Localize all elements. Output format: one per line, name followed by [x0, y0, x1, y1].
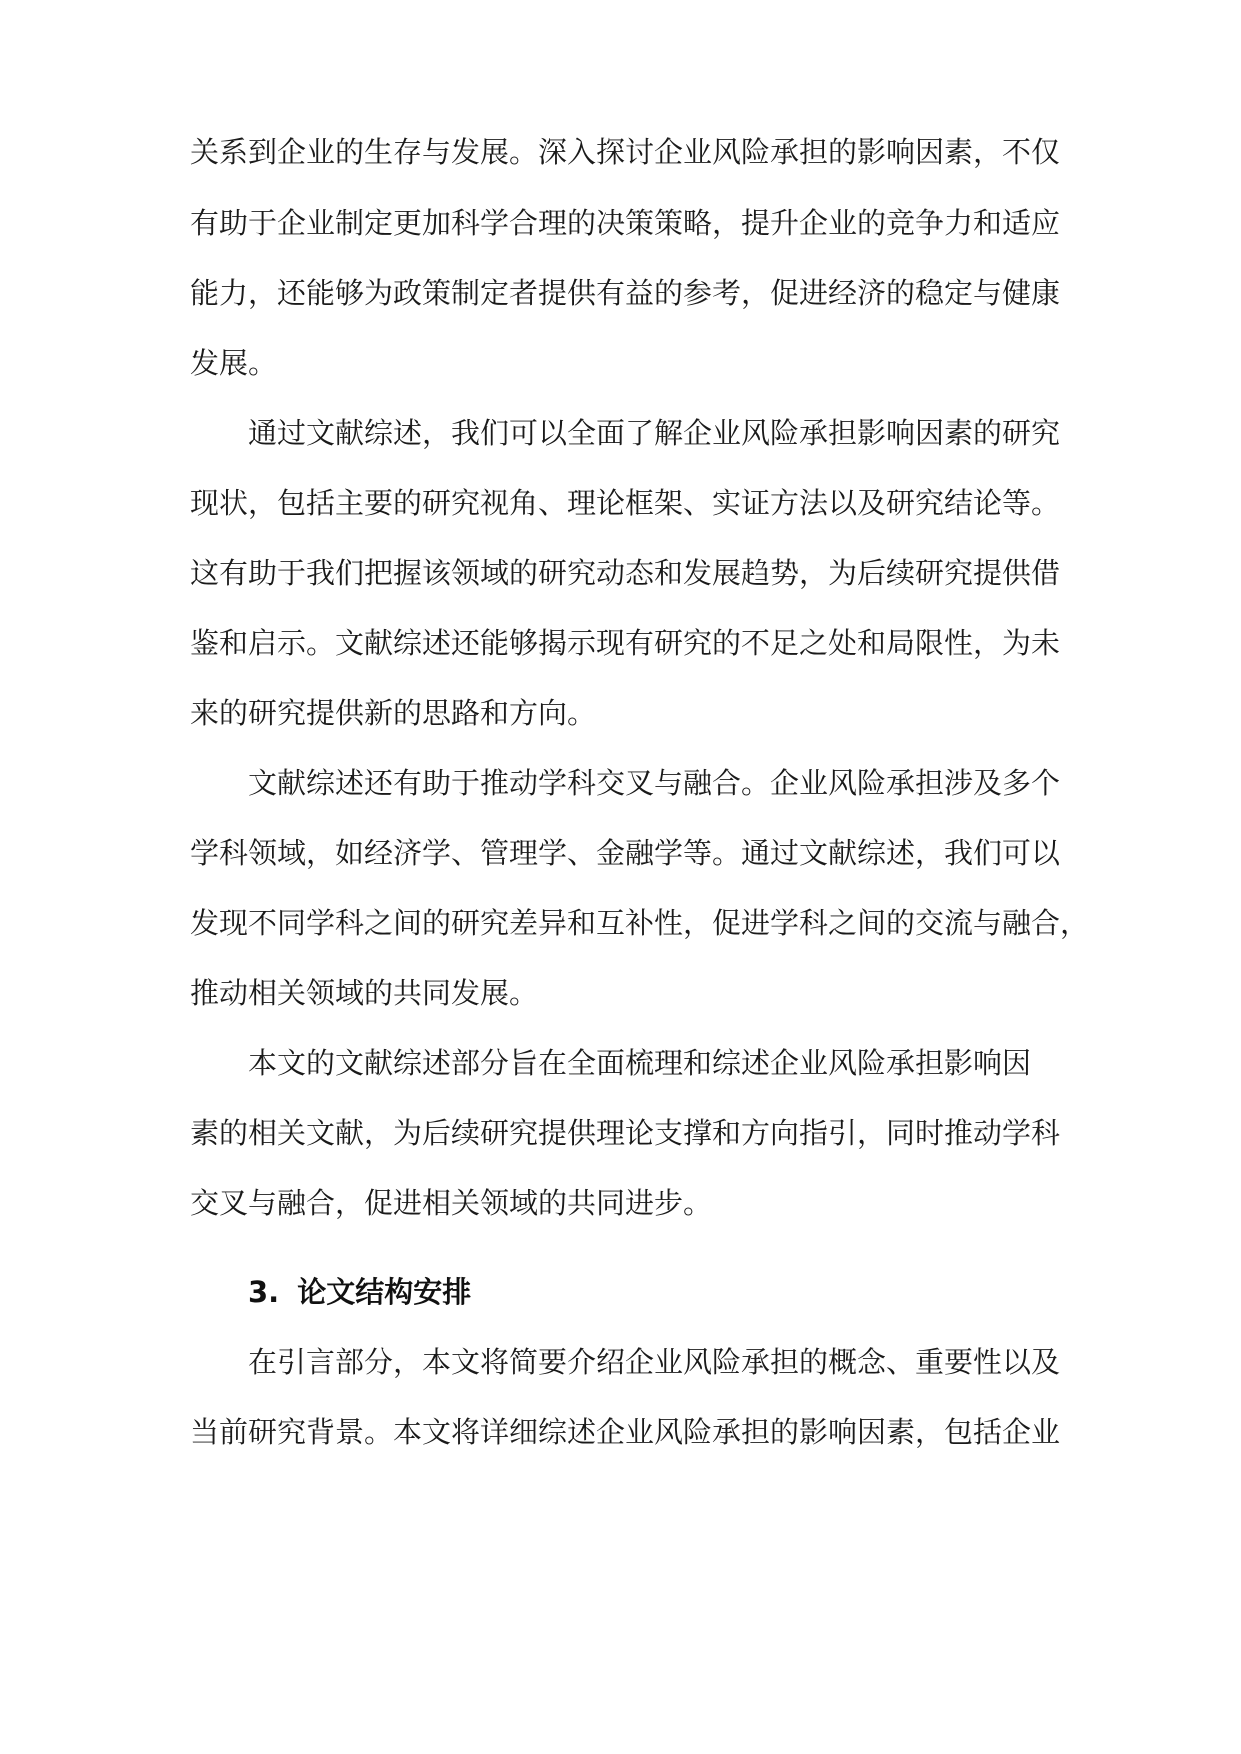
paragraph-line: 这有助于我们把握该领域的研究动态和发展趋势，为后续研究提供借: [190, 556, 1061, 590]
section-title: 论文结构安排: [297, 1275, 472, 1309]
paragraph-line: 能力，还能够为政策制定者提供有益的参考，促进经济的稳定与健康: [190, 276, 1061, 310]
paragraph-line: 本文的文献综述部分旨在全面梳理和综述企业风险承担影响因: [248, 1046, 1032, 1080]
paragraph-line: 推动相关领域的共同发展。: [190, 976, 539, 1010]
paragraph-line: 发展。: [190, 346, 278, 380]
paragraph-line: 当前研究背景。本文将详细综述企业风险承担的影响因素，包括企业: [190, 1415, 1061, 1449]
paragraph-line: 现状，包括主要的研究视角、理论框架、实证方法以及研究结论等。: [190, 486, 1061, 520]
section-number: 3.: [248, 1275, 280, 1309]
paragraph-line: 文献综述还有助于推动学科交叉与融合。企业风险承担涉及多个: [248, 766, 1061, 800]
paragraph-line: 发现不同学科之间的研究差异和互补性，促进学科之间的交流与融合，: [190, 906, 1090, 940]
paragraph-line: 交叉与融合，促进相关领域的共同进步。: [190, 1186, 713, 1220]
paragraph-line: 学科领域，如经济学、管理学、金融学等。通过文献综述，我们可以: [190, 836, 1061, 870]
paragraph-line: 鉴和启示。文献综述还能够揭示现有研究的不足之处和局限性，为未: [190, 626, 1061, 660]
paragraph-line: 关系到企业的生存与发展。深入探讨企业风险承担的影响因素，不仅: [190, 135, 1061, 169]
paragraph-line: 通过文献综述，我们可以全面了解企业风险承担影响因素的研究: [248, 416, 1061, 450]
paragraph-line: 来的研究提供新的思路和方向。: [190, 696, 597, 730]
section-heading: [248, 1272, 471, 1312]
paragraph-line: 素的相关文献，为后续研究提供理论支撑和方向指引，同时推动学科: [190, 1116, 1061, 1150]
paragraph-line: 在引言部分，本文将简要介绍企业风险承担的概念、重要性以及: [248, 1345, 1061, 1379]
paragraph-line: 有助于企业制定更加科学合理的决策策略，提升企业的竞争力和适应: [190, 206, 1061, 240]
